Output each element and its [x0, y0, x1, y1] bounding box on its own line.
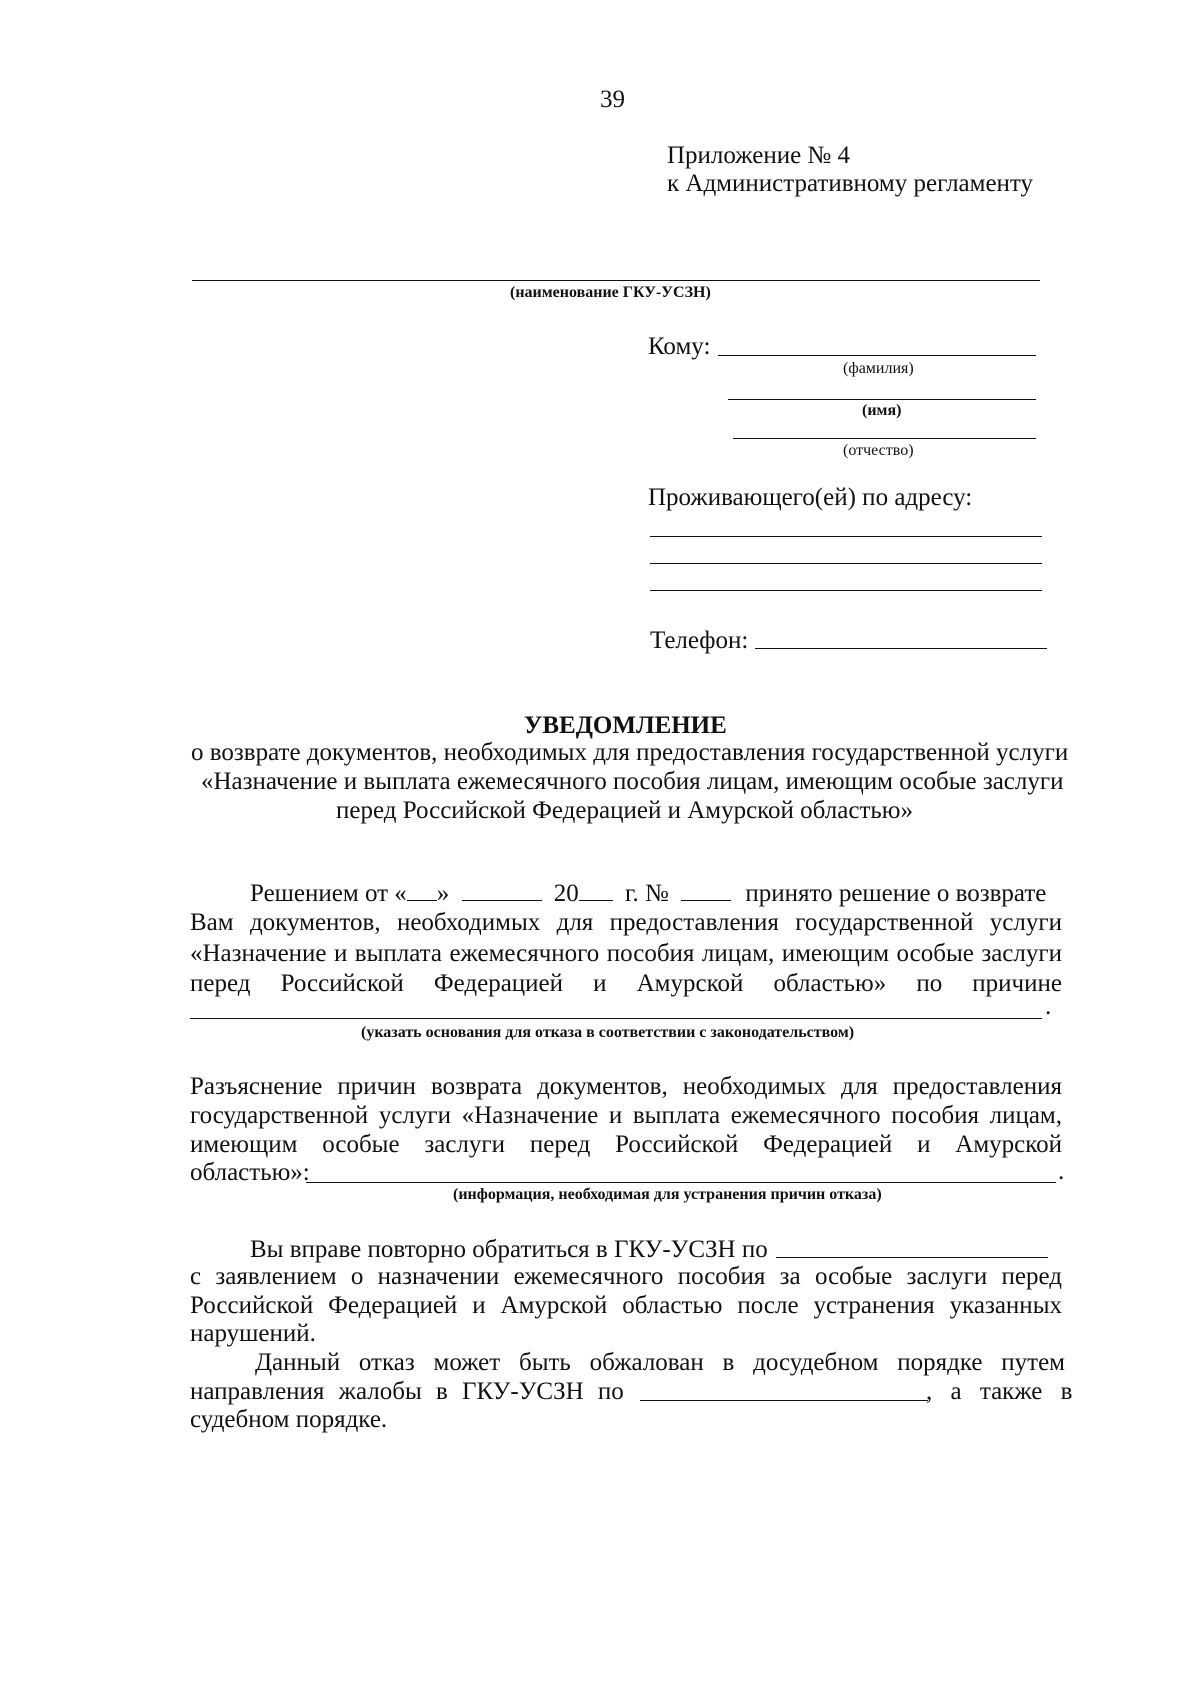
number-blank — [681, 880, 731, 901]
phone-line — [755, 648, 1047, 649]
appendix-line-2: к Административному регламенту — [667, 170, 1034, 197]
decision-text-e: принято решение о возврате — [745, 880, 1047, 907]
appeal-line-1: Вы вправе повторно обратиться в ГКУ-УСЗН по — [250, 1236, 768, 1263]
address-line-1 — [650, 536, 1042, 537]
explanation-caption: (информация, необходимая для устранения причин отказа) — [453, 1186, 882, 1203]
appeal-line-4: нарушений. — [190, 1320, 316, 1347]
heading-line-3: перед Российской Федерацией и Амурской областью» — [336, 797, 913, 824]
name-caption: (имя) — [862, 402, 902, 419]
appeal-blank-1 — [776, 1257, 1048, 1258]
explanation-body — [190, 1072, 1062, 1159]
address-label: Проживающего(ей) по адресу: — [648, 484, 973, 511]
appeal-line-3: Российской Федерацией и Амурской областью после устранения указанных — [190, 1292, 1062, 1319]
year-blank — [579, 880, 613, 901]
day-blank — [407, 880, 437, 901]
decision-text-no: г. № — [625, 880, 669, 907]
surname-caption: (фамилия) — [843, 360, 914, 377]
reason-caption: (указать основания для отказа в соответствии с законодательством) — [361, 1024, 855, 1041]
appeal-line-7: судебном порядке. — [190, 1406, 388, 1433]
explanation-line-3: имеющим особые заслуги перед Российской Федерацией и Амурской — [190, 1131, 1062, 1158]
surname-line — [718, 355, 1036, 356]
patronymic-line — [733, 438, 1036, 439]
explanation-line — [306, 1182, 1056, 1183]
decision-line-1 — [250, 880, 1046, 908]
explanation-line-2: государственной услуги «Назначение и выплата ежемесячного пособия лицам, — [190, 1102, 1062, 1129]
appeal-line-2: с заявлением о назначении ежемесячного пособия за особые заслуги перед — [190, 1263, 1062, 1290]
explanation-line-4: областью»: — [190, 1159, 310, 1186]
decision-text-year: 20 — [553, 880, 579, 907]
address-line-2 — [650, 563, 1042, 564]
org-name-line — [192, 280, 1040, 281]
appeal-line-6a: направления жалобы в ГКУ-УСЗН по — [190, 1378, 624, 1405]
address-line-3 — [650, 590, 1042, 591]
phone-label: Телефон: — [650, 627, 749, 654]
appendix-line-1: Приложение № 4 — [667, 142, 851, 169]
page-number: 39 — [600, 86, 625, 113]
decision-text-b: » — [436, 880, 450, 907]
heading-line-1: о возврате документов, необходимых для предоставления государственной услуги — [191, 739, 1069, 766]
decision-body — [190, 908, 1062, 1000]
decision-line-3: «Назначение и выплата ежемесячного пособия лицам, имеющим особые заслуги — [190, 939, 1062, 967]
decision-line-4: перед Российской Федерацией и Амурской областью» по причине — [190, 970, 1062, 997]
explanation-period: . — [1058, 1158, 1065, 1185]
org-name-caption: (наименование ГКУ-УСЗН) — [510, 284, 711, 301]
decision-text-a: Решением от « — [250, 880, 407, 907]
reason-period: . — [1045, 993, 1052, 1020]
reason-line — [190, 1018, 1042, 1019]
appeal-body — [190, 1262, 1062, 1320]
document-title: УВЕДОМЛЕНИЕ — [524, 712, 727, 739]
appeal-blank-2 — [640, 1400, 928, 1401]
appeal-line-5-wrap — [255, 1348, 1065, 1379]
decision-line-2: Вам документов, необходимых для предоставления государственной услуги — [190, 909, 1062, 936]
heading-line-2: «Назначение и выплата ежемесячного пособия лицам, имеющим особые заслуги — [201, 768, 1064, 795]
patronymic-caption: (отчество) — [843, 442, 914, 459]
to-label: Кому: — [648, 333, 711, 360]
explanation-line-1: Разъяснение причин возврата документов, необходимых для предоставления — [190, 1073, 1062, 1100]
appeal-line-5: Данный отказ может быть обжалован в досудебном порядке путем — [255, 1349, 1065, 1376]
name-line — [728, 399, 1036, 400]
appeal-line-6b: , а также в — [926, 1378, 1073, 1405]
month-blank — [462, 880, 542, 901]
